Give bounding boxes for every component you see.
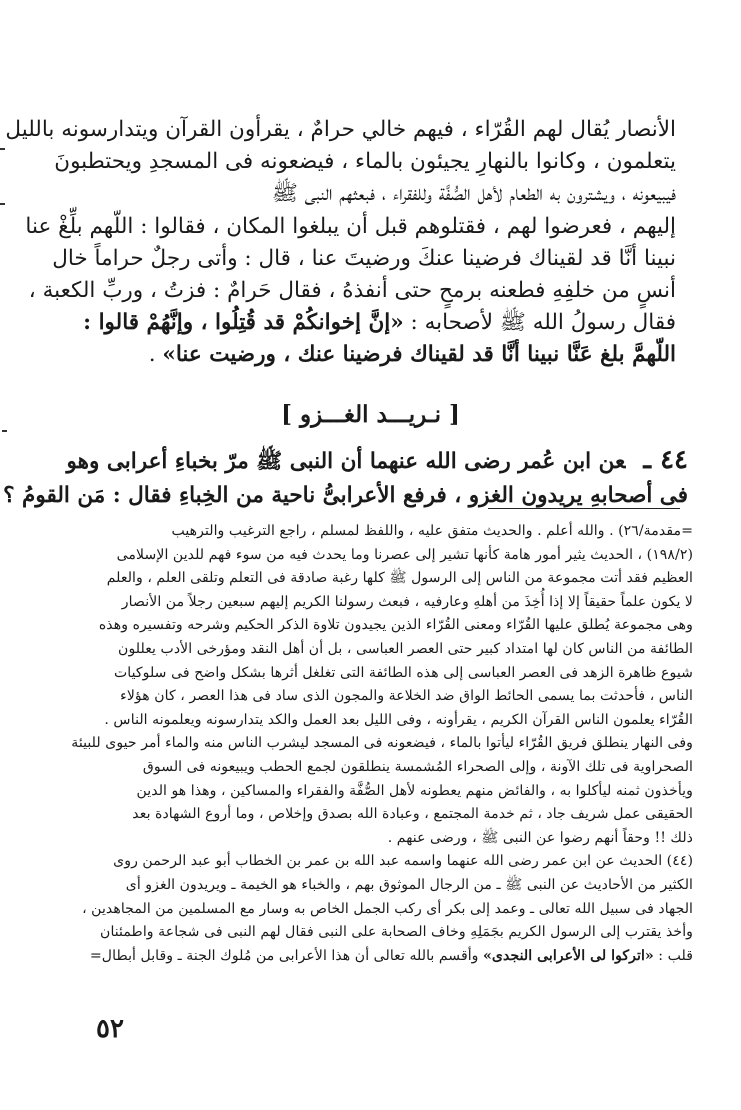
text-line xyxy=(83,307,676,339)
text-line: إليهم ، فعرضوا لهم ، فقتلوهم قبل أن يبلغوا المكان ، فقالوا : اللّهم بلِّغْ عنا xyxy=(25,213,676,239)
footnote-divider xyxy=(488,508,680,509)
footnote-line: الصحراوية فى تلك الآونة ، وإلى الصحراء المُشمسة ينطلقون لجمع الحطب ويبيعونه فى السوق xyxy=(142,758,693,775)
footnote-line: وأخذ يقترب إلى الرسول الكريم بجَمَلِهِ وخاف الصحابة على النبى فقال لهم النبى فى شجاعة واطمئنان xyxy=(100,924,693,941)
hadith-text: عن ابن عُمر رضى الله عنهما أن النبى ﷺ مرّ بخباءِ أعرابى وهو xyxy=(66,449,626,474)
footnote-line: الكثير من الأحاديث عن النبى ﷺ ـ من الرجال الموثوق بهم ، والخباء هو الخيمة ـ ويريدون الغزو أى xyxy=(125,876,693,893)
text-line: الأنصار يُقال لهم القُرّاء ، فيهم خالي حرامٌ ، يقرأون القرآن ويتدارسونه بالليل xyxy=(5,117,676,142)
text-segment: قلب : xyxy=(653,947,693,964)
footnote-line: الناس ، فأحدثت بما يسمى الحائط الواق ضد الخلاعة والمجون الذى ساد فى هذا العصر ، كان هؤلاء xyxy=(120,688,693,705)
prophet-quote: «إنَّ إخوانكُمْ قد قُتِلُوا ، وإنَّهُمْ قالوا : xyxy=(83,310,404,336)
hadith-line xyxy=(66,443,688,479)
footnote-line: ذلك !! وحقاً أنهم رضوا عن النبى ﷺ ، ورضى عنهم . xyxy=(387,829,693,846)
footnote-line: ويأخذون ثمنه ليأكلوا به ، والفائض منهم يعطونه لأهل الصُّفَّة والفقراء والمساكين ، وهذا هو الدين xyxy=(136,782,693,799)
footnote-line xyxy=(90,945,693,969)
text-segment: . xyxy=(148,342,163,368)
footnote-line: وفى النهار ينطلق فريق القُرّاء ليأتوا بالماء ، فيضعونه فى المسجد ليشرب الناس منه والماء أمر حيوى للبيئة xyxy=(71,735,693,752)
scan-edge-mark xyxy=(0,148,5,150)
footnote-line: العظيم فقد أتت مجموعة من الناس إلى الرسول ﷺ كلها رغبة صادقة فى التعلم وتلقى العلم ، والعلم xyxy=(106,570,693,587)
footnote-line: الجهاد فى سبيل الله تعالى ـ وعمد إلى بكر أى ركب الجمل الخاص به وسار مع المسلمين من المجاهدين ، xyxy=(82,900,693,917)
footnote-line: =مقدمة/٢٦) . والله أعلم . والحديث متفق عليه ، واللفظ لمسلم ، راجع الترغيب والترهيب xyxy=(171,523,693,539)
hadith-line: فى أصحابهِ يريدون الغزو ، فرفع الأعرابىُّ ناحية من الخِباءِ فقال : مَن القومُ ؟ xyxy=(3,483,688,508)
footnotes xyxy=(71,520,693,968)
hadith-number: ٤٤ ـ xyxy=(643,445,688,475)
hadith-44 xyxy=(3,443,688,513)
footnote-line: لا يكون علماً حقيقاً إلا إذا أُخِذَ من أهلهِ وعارفيه ، فبعث رسولنا الكريم إليهم سبعين رجلاً من الأنصار xyxy=(121,593,693,610)
main-paragraph xyxy=(5,114,676,372)
footnote-line: شيوع ظاهرة الزهد فى العصر العباسى إلى هذه الطائفة التى تغلغل أثرها بشكل واضح فى سلوكيات xyxy=(113,664,693,681)
footnote-line: وهى مجموعة يُطلق عليها القُرّاء ومعنى القُرّاء الذين يجيدون تلاوة الذكر الحكيم وشرحه وتفسيره وهذه xyxy=(98,617,693,634)
section-header-wrap xyxy=(0,395,741,435)
text-line: نبينا أنَّا قد لقيناك فرضينا عنكَ ورضيتَ عنا ، قال : وأتى رجلٌ حراماً خال xyxy=(52,245,676,271)
scan-edge-mark xyxy=(0,203,5,205)
text-line xyxy=(100,339,676,371)
text-segment: فقال رسولُ الله ﷺ لأصحابه : xyxy=(410,310,676,336)
footnote-line: (١٩٨/٢) ، الحديث يثير أمور هامة كأنها تشير إلى عصرنا وما يحدث فيه من سوء فهم للدين الإسلامى xyxy=(116,546,693,563)
footnote-line: الطائفة من الناس كان لها امتداد كبير حتى العصر العباسى ، بل أن أهل النقد ومؤرخى الأدب يعللون xyxy=(118,640,693,657)
page-number: ٥٢ xyxy=(96,1014,124,1044)
text-line: فيبيعونه ، ويشترون به الطعام لأهل الصُّفَّة وللفقراء ، فبعثهم النبى ﷺ xyxy=(271,181,676,207)
footnote-quote: «اتركوا لى الأعرابى النجدى» xyxy=(483,947,654,964)
footnote-line: الحقيقى عمل شريف جاد ، ثم خدمة المجتمع ، وعبادة الله بصدق وإخلاص ، وما أروع الشهادة بعد xyxy=(132,806,693,823)
prophet-quote-continued: اللّهمَّ بلغ عَنَّا نبينا أنَّا قد لقيناك فرضينا عنك ، ورضيت عنا» xyxy=(162,342,676,368)
text-line: أنسٍ من خلفِهِ فطعنه برمحٍ حتى أنفذهُ ، فقال حَرامٌ : فزتُ ، وربِّ الكعبة ، xyxy=(28,278,676,304)
section-header: [ نـريـــد الغـــزو ] xyxy=(281,401,460,428)
footnote-line: (٤٤) الحديث عن ابن عمر رضى الله عنهما واسمه عبد الله بن عمر بن الخطاب أبو عبد الرحمن روى xyxy=(113,853,693,870)
text-segment: وأقسم بالله تعالى أن هذا الأعرابى من مُلوك الجنة ـ وقابل أبطال= xyxy=(89,947,484,964)
footnote-line: القُرّاء يعلمون الناس القرآن الكريم ، يقرأونه ، وفى الليل بعد العمل والكد يتدارسونه ويعلمونه الناس . xyxy=(104,711,693,728)
text-line: يتعلمون ، وكانوا بالنهارِ يجيئون بالماء ، فيضعونه فى المسجدِ ويحتطبونَ xyxy=(54,149,676,175)
